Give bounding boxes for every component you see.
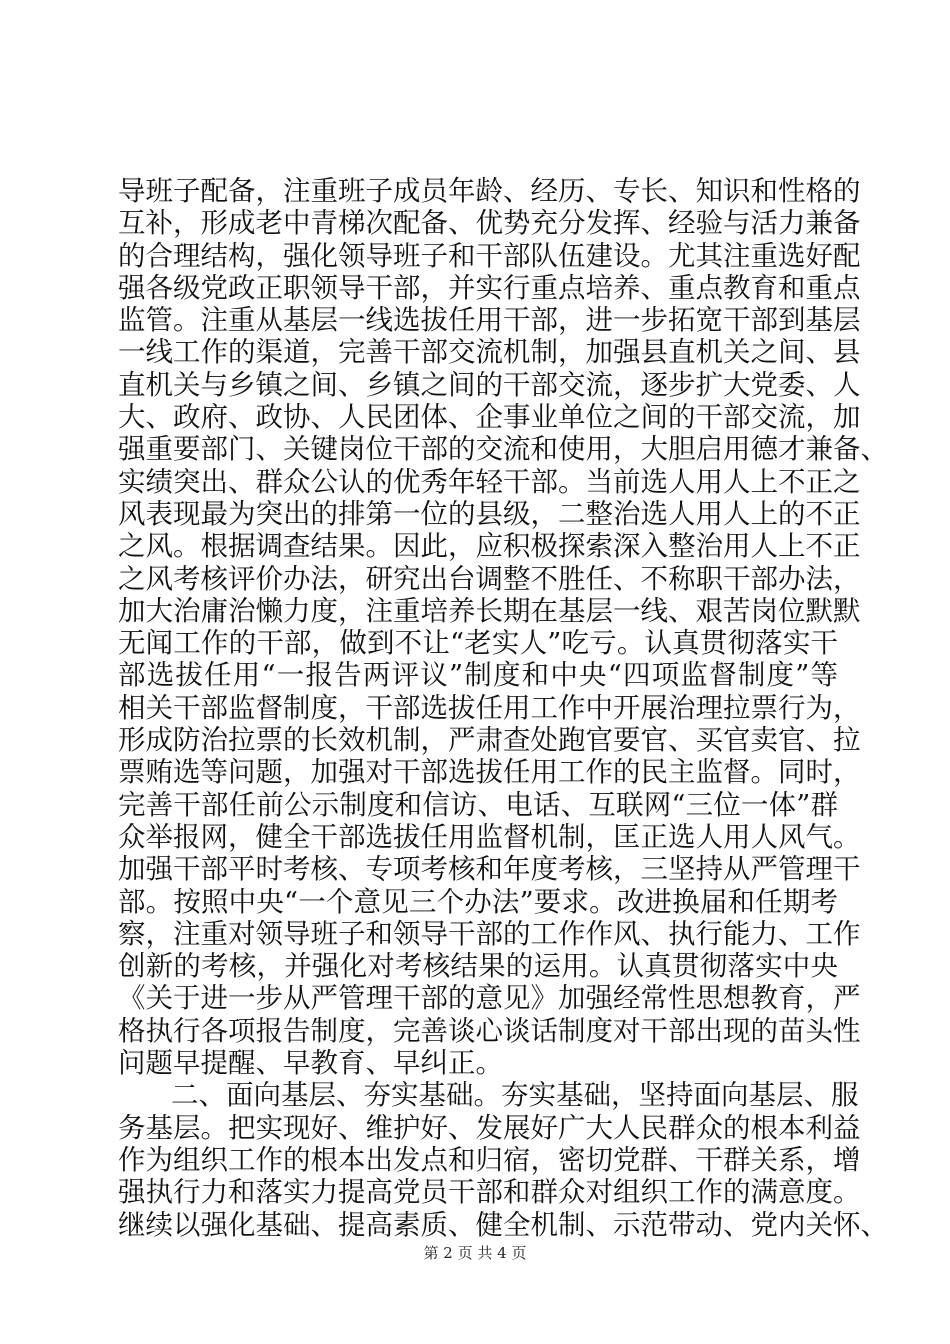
text-line: 完善干部任前公示制度和信访、电话、互联网“三位一体”群 <box>118 788 838 821</box>
text-line: 察，注重对领导班子和领导干部的工作作风、执行能力、工作 <box>118 917 861 950</box>
text-line: 实绩突出、群众公认的优秀年轻干部。当前选人用人上不正之 <box>118 465 861 498</box>
text-line: 强重要部门、关键岗位干部的交流和使用，大胆启用德才兼备、 <box>118 433 888 466</box>
text-line: 强执行力和落实力提高党员干部和群众对组织工作的满意度。 <box>118 1176 861 1209</box>
text-line: 《关于进一步从严管理干部的意见》加强经常性思想教育，严 <box>118 982 861 1015</box>
text-line: 二、面向基层、夯实基础。夯实基础，坚持面向基层、服 <box>171 1079 859 1112</box>
paragraph-2 <box>118 1079 888 1241</box>
text-line: 直机关与乡镇之间、乡镇之间的干部交流，逐步扩大党委、人 <box>118 368 861 401</box>
text-line: 强各级党政正职领导干部，并实行重点培养、重点教育和重点 <box>118 271 861 304</box>
text-line: 的合理结构，强化领导班子和干部队伍建设。尤其注重选好配 <box>118 239 861 272</box>
text-line: 风表现最为突出的排第一位的县级，二整治选人用人上的不正 <box>118 497 861 530</box>
text-line: 互补，形成老中青梯次配备、优势充分发挥、经验与活力兼备 <box>118 207 861 240</box>
text-line: 导班子配备，注重班子成员年龄、经历、专长、知识和性格的 <box>118 175 861 207</box>
paragraph-1 <box>118 175 888 1080</box>
text-line: 部选拔任用“一报告两评议”制度和中央“四项监督制度”等 <box>118 659 838 692</box>
text-line: 之风考核评价办法，研究出台调整不胜任、不称职干部办法， <box>118 562 861 595</box>
text-line: 众举报网，健全干部选拔任用监督机制，匡正选人用人风气。 <box>118 820 861 853</box>
text-line: 监管。注重从基层一线选拔任用干部，进一步拓宽干部到基层 <box>118 304 861 337</box>
text-line: 创新的考核，并强化对考核结果的运用。认真贯彻落实中央 <box>118 950 838 983</box>
text-line: 相关干部监督制度，干部选拔任用工作中开展治理拉票行为， <box>118 691 861 724</box>
text-line: 作为组织工作的根本出发点和归宿，密切党群、干群关系，增 <box>118 1143 861 1176</box>
page-number-footer: 第 2 页 共 4 页 <box>423 1244 527 1262</box>
text-line: 部。按照中央“一个意见三个办法”要求。改进换届和任期考 <box>118 885 838 918</box>
text-line: 形成防治拉票的长效机制，严肃查处跑官要官、买官卖官、拉 <box>118 724 861 757</box>
text-line: 之风。根据调查结果。因此，应积极探索深入整治用人上不正 <box>118 530 861 563</box>
text-line: 问题早提醒、早教育、早纠正。 <box>118 1047 503 1080</box>
document-body <box>118 175 888 1241</box>
text-line: 大、政府、政协、人民团体、企事业单位之间的干部交流，加 <box>118 401 861 434</box>
text-line: 继续以强化基础、提高素质、健全机制、示范带动、党内关怀、 <box>118 1208 888 1241</box>
text-line: 加大治庸治懒力度，注重培养长期在基层一线、艰苦岗位默默 <box>118 594 861 627</box>
text-line: 加强干部平时考核、专项考核和年度考核，三坚持从严管理干 <box>118 853 861 886</box>
text-line: 一线工作的渠道，完善干部交流机制，加强县直机关之间、县 <box>118 336 861 369</box>
text-line: 票贿选等问题，加强对干部选拔任用工作的民主监督。同时， <box>118 756 861 789</box>
text-line: 格执行各项报告制度，完善谈心谈话制度对干部出现的苗头性 <box>118 1014 861 1047</box>
text-line: 无闻工作的干部，做到不让“老实人”吃亏。认真贯彻落实干 <box>118 627 838 660</box>
text-line: 务基层。把实现好、维护好、发展好广大人民群众的根本利益 <box>118 1111 861 1144</box>
